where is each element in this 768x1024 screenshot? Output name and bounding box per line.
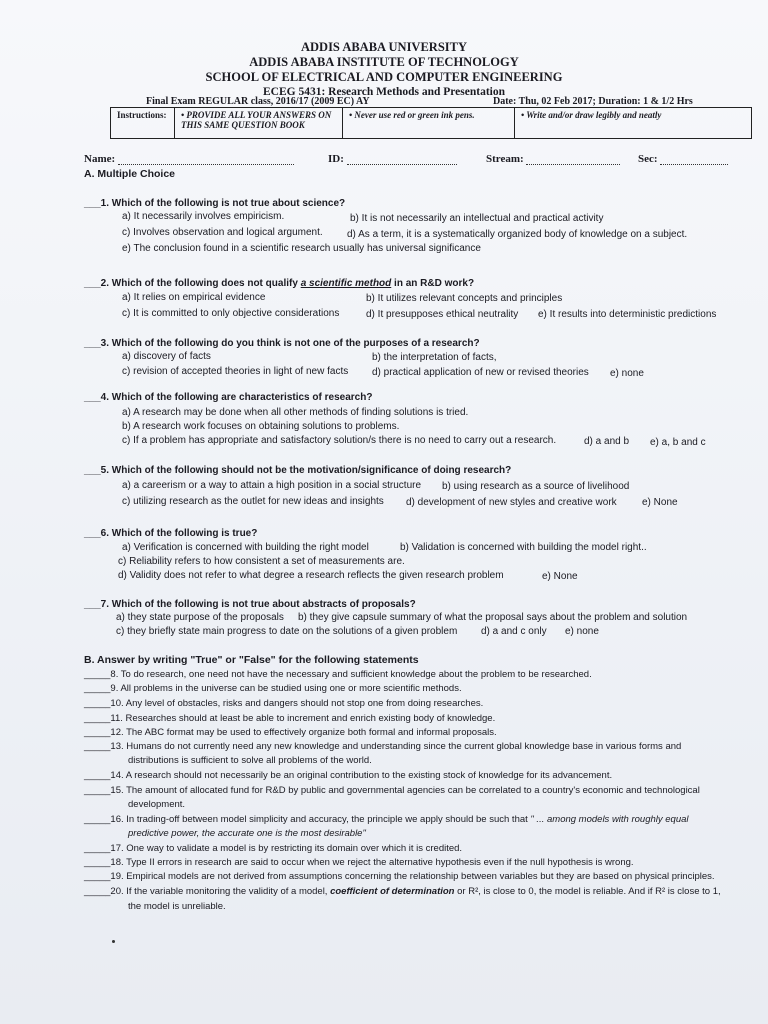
q2-option-e: e) It results into deterministic predictions <box>538 309 717 320</box>
q3-option-e: e) none <box>610 368 644 379</box>
tf-item-20-pre: _____20. If the variable monitoring the validity of a model, <box>84 886 331 897</box>
instructions-box <box>110 107 752 139</box>
sec-label: Sec: <box>638 153 658 165</box>
tf-item-20 <box>84 885 754 898</box>
section-a-title: A. Multiple Choice <box>84 168 176 180</box>
q5-option-b: b) using research as a source of livelihood <box>442 481 630 492</box>
tf-item-16 <box>84 813 754 826</box>
question-6-stem <box>84 527 744 541</box>
course-title: ECEG 5431: Research Methods and Presentation <box>262 86 506 98</box>
exam-header <box>0 40 768 99</box>
q1-option-d: d) As a term, it is a systematically organized body of knowledge on a subject. <box>347 229 688 240</box>
q7-option-b: b) they give capsule summary of what the proposal says about the problem and solution <box>298 612 688 623</box>
name-label: Name: <box>84 153 116 165</box>
q7-option-d: d) a and c only <box>481 626 547 637</box>
q2-option-a: a) It relies on empirical evidence <box>122 292 266 303</box>
question-2-text-post: in an R&D work? <box>391 278 475 289</box>
instruction-2: • Never use red or green ink pens. <box>343 108 515 138</box>
school-name: SCHOOL OF ELECTRICAL AND COMPUTER ENGINEERING <box>205 70 563 84</box>
q3-option-b: b) the interpretation of facts, <box>372 352 497 363</box>
q6-option-e: e) None <box>542 571 578 582</box>
instruction-3: • Write and/or draw legibly and neatly <box>521 110 662 120</box>
tf-item-13: _____13. Humans do not currently need any new knowledge and understanding since the current global knowledge base in various forms and <box>84 741 682 752</box>
section-b-title: B. Answer by writing "True" or "False" for the following statements <box>84 654 419 666</box>
sec-field[interactable] <box>638 153 728 165</box>
q1-option-c: c) Involves observation and logical argument. <box>122 227 323 238</box>
q4-option-a: a) A research may be done when all other methods of finding solutions is tried. <box>122 407 469 418</box>
q5-option-e: e) None <box>642 497 678 508</box>
tf-item-18: _____18. Type II errors in research are said to occur when we reject the alternative hypothesis even if the null hypothesis is wrong. <box>84 857 634 868</box>
tf-item-20-bold: coefficient of determination <box>330 886 455 897</box>
name-blank[interactable] <box>118 154 294 165</box>
ink-dot <box>112 940 115 943</box>
q5-option-c: c) utilizing research as the outlet for new ideas and insights <box>122 496 384 507</box>
tf-item-11: _____11. Researches should at least be able to increment and enrich existing body of knowledge. <box>84 713 496 724</box>
question-3-stem <box>84 337 744 351</box>
sec-blank[interactable] <box>660 154 728 165</box>
tf-item-13-cont: distributions is sufficient to solve all problems of the world. <box>128 755 372 766</box>
tf-item-20-cont: the model is unreliable. <box>128 901 226 912</box>
question-4-stem <box>84 391 744 405</box>
q7-option-a: a) they state purpose of the proposals <box>116 612 284 623</box>
q6-option-d: d) Validity does not refer to what degree a research reflects the given research problem <box>118 570 504 581</box>
q6-option-c: c) Reliability refers to how consistent a set of measurements are. <box>118 556 405 567</box>
tf-item-9: _____9. All problems in the universe can be studied using one or more scientific methods. <box>84 683 462 694</box>
name-field[interactable] <box>84 153 294 165</box>
exam-info-line <box>146 96 736 107</box>
q7-option-c: c) they briefly state main progress to date on the solutions of a given problem <box>116 626 458 637</box>
stream-label: Stream: <box>486 153 524 165</box>
question-1-text: ___1. Which of the following is not true about science? <box>84 198 346 209</box>
tf-item-19: _____19. Empirical models are not derived from assumptions concerning the relationship between variables but they are based on physical principles. <box>84 871 715 882</box>
question-7-stem <box>84 598 744 612</box>
q2-option-d: d) It presupposes ethical neutrality <box>366 309 519 320</box>
instruction-1: • PROVIDE ALL YOUR ANSWERS ON THIS SAME QUESTION BOOK <box>175 108 343 138</box>
id-blank[interactable] <box>347 154 457 165</box>
q1-option-a: a) It necessarily involves empiricism. <box>122 211 285 222</box>
tf-item-10: _____10. Any level of obstacles, risks and dangers should not stop one from doing researches. <box>84 698 484 709</box>
q4-option-d: d) a and b <box>584 436 630 447</box>
exam-date: Date: Thu, 02 Feb 2017; Duration: 1 & 1/2 Hrs <box>493 96 693 107</box>
tf-item-15-cont: development. <box>128 799 186 810</box>
institute-name: ADDIS ABABA INSTITUTE OF TECHNOLOGY <box>249 55 519 69</box>
q4-option-c: c) If a problem has appropriate and satisfactory solution/s there is no need to carry out a research. <box>122 435 557 446</box>
question-6-text: ___6. Which of the following is true? <box>84 528 258 539</box>
q7-option-e: e) none <box>565 626 599 637</box>
question-3-text: ___3. Which of the following do you think is not one of the purposes of a research? <box>84 338 480 349</box>
tf-item-17: _____17. One way to validate a model is by restricting its domain over which it is credited. <box>84 843 463 854</box>
tf-item-14: _____14. A research should not necessarily be an original contribution to the existing stock of knowledge for its advancement. <box>84 770 613 781</box>
q2-option-b: b) It utilizes relevant concepts and principles <box>366 293 563 304</box>
tf-item-8: _____8. To do research, one need not have the necessary and sufficient knowledge about the problem to be researched. <box>84 669 592 680</box>
q3-option-c: c) revision of accepted theories in light of new facts <box>122 366 349 377</box>
question-5-stem <box>84 464 744 478</box>
tf-item-16-text: _____16. In trading-off between model simplicity and accuracy, the principle we apply should be such that <box>84 814 528 825</box>
exam-title: Final Exam REGULAR class, 2016/17 (2009 EC) AY <box>146 96 370 107</box>
question-4-text: ___4. Which of the following are characteristics of research? <box>84 392 373 403</box>
q1-option-b: b) It is not necessarily an intellectual and practical activity <box>350 213 604 224</box>
q4-option-b: b) A research work focuses on obtaining solutions to problems. <box>122 421 400 432</box>
question-1-stem <box>84 197 744 211</box>
stream-field[interactable] <box>486 153 620 165</box>
question-5-text: ___5. Which of the following should not be the motivation/significance of doing research? <box>84 465 512 476</box>
q3-option-d: d) practical application of new or revised theories <box>372 367 589 378</box>
tf-item-16-italic: " ... among models with roughly equal <box>530 814 689 825</box>
q1-option-e: e) The conclusion found in a scientific research usually has universal significance <box>122 243 481 254</box>
instructions-label: Instructions: <box>111 108 175 138</box>
q5-option-a: a) a careerism or a way to attain a high position in a social structure <box>122 480 422 491</box>
tf-item-16-cont: predictive power, the accurate one is the most desirable" <box>128 828 366 839</box>
question-2-text-underlined: a scientific method <box>300 278 392 289</box>
question-7-text: ___7. Which of the following is not true about abstracts of proposals? <box>84 599 416 610</box>
tf-item-12: _____12. The ABC format may be used to effectively organize both formal and informal proposals. <box>84 727 497 738</box>
q2-option-c: c) It is committed to only objective considerations <box>122 308 340 319</box>
question-2-stem <box>84 277 744 291</box>
q5-option-d: d) development of new styles and creative work <box>406 497 617 508</box>
question-2-text-pre: ___2. Which of the following does not qualify <box>84 278 301 289</box>
q3-option-a: a) discovery of facts <box>122 351 211 362</box>
tf-item-20-post: or R², is close to 0, the model is reliable. And if R² is close to 1, <box>454 886 721 897</box>
university-name: ADDIS ABABA UNIVERSITY <box>300 40 467 54</box>
q6-option-a: a) Verification is concerned with building the right model <box>122 542 369 553</box>
id-field[interactable] <box>328 153 457 165</box>
stream-blank[interactable] <box>526 154 620 165</box>
q6-option-b: b) Validation is concerned with building the model right.. <box>400 542 647 553</box>
tf-item-15: _____15. The amount of allocated fund for R&D by public and governmental agencies can be correlated to a country's economic and technological <box>84 785 700 796</box>
q4-option-e: e) a, b and c <box>650 437 706 448</box>
id-label: ID: <box>328 153 344 165</box>
